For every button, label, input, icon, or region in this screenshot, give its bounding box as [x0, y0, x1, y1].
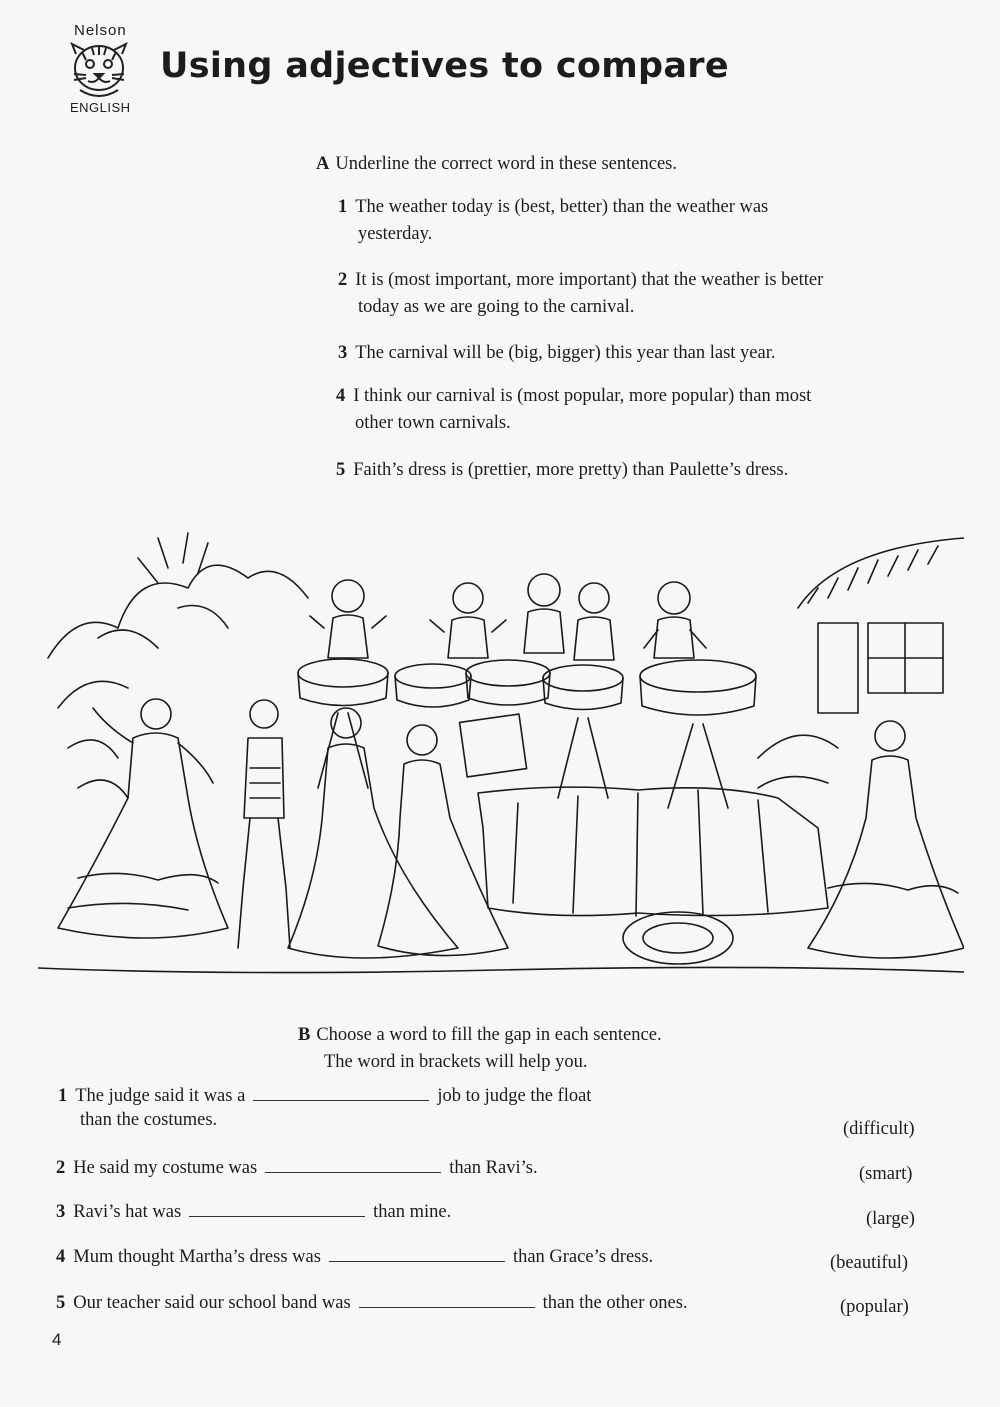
answer-blank[interactable]	[329, 1243, 505, 1262]
section-b-instruction-line2: The word in brackets will help you.	[324, 1052, 588, 1072]
item-text-before: Ravi’s hat was	[73, 1202, 182, 1222]
section-a-item	[338, 268, 823, 292]
section-a-item-line2: other town carnivals.	[355, 413, 511, 433]
page-title: Using adjectives to compare	[160, 46, 729, 86]
word-hint: (smart)	[859, 1164, 913, 1184]
section-b-item	[56, 1289, 688, 1315]
answer-blank[interactable]	[359, 1289, 535, 1308]
item-text-before: The judge said it was a	[75, 1086, 246, 1106]
carnival-illustration	[38, 528, 964, 988]
section-b-item	[56, 1198, 451, 1224]
item-number: 2	[338, 270, 348, 290]
item-text: The carnival will be (big, bigger) this year than last year.	[355, 343, 776, 363]
section-a-letter: A	[316, 154, 330, 174]
word-hint: (large)	[866, 1209, 915, 1229]
item-number: 1	[338, 197, 348, 217]
item-number: 5	[56, 1293, 66, 1313]
item-text-after: than Grace’s dress.	[512, 1247, 654, 1267]
section-b-item-line2: than the costumes.	[80, 1110, 218, 1130]
item-text: Faith’s dress is (prettier, more pretty) than Paulette’s dress.	[353, 460, 789, 480]
item-number: 1	[58, 1086, 68, 1106]
section-b-item	[58, 1082, 591, 1108]
section-a-item-line2: today as we are going to the carnival.	[358, 297, 635, 317]
answer-blank[interactable]	[253, 1082, 429, 1101]
foliage-left	[48, 533, 308, 798]
answer-blank[interactable]	[265, 1154, 441, 1173]
section-b-item	[56, 1243, 653, 1269]
item-text: It is (most important, more important) that the weather is better	[355, 270, 824, 290]
steel-pans	[298, 659, 756, 808]
section-a-instruction	[316, 152, 677, 176]
steel-band-players	[310, 574, 706, 660]
section-a-item	[338, 195, 768, 219]
item-number: 3	[338, 343, 348, 363]
logo-bottom-text: ENGLISH	[70, 100, 131, 115]
section-b-letter: B	[298, 1025, 311, 1045]
ground-line	[38, 967, 964, 972]
section-b-item	[56, 1154, 538, 1180]
tiger-icon	[68, 40, 130, 100]
word-hint: (difficult)	[843, 1119, 915, 1139]
house	[798, 538, 964, 713]
answer-blank[interactable]	[189, 1198, 365, 1217]
section-a-item	[336, 384, 811, 408]
float	[460, 714, 828, 964]
page-number: 4	[52, 1330, 62, 1349]
item-number: 4	[336, 386, 346, 406]
item-text: The weather today is (best, better) than the weather was	[355, 197, 769, 217]
section-b-instruction-line1: Choose a word to fill the gap in each sentence.	[316, 1025, 662, 1045]
section-b-instruction	[298, 1023, 662, 1047]
section-a-instruction-text: Underline the correct word in these sentences.	[335, 154, 677, 174]
logo-top-text: Nelson	[74, 22, 127, 39]
sign-board	[460, 714, 527, 777]
item-number: 5	[336, 460, 346, 480]
item-text: I think our carnival is (most popular, more popular) than most	[353, 386, 812, 406]
item-number: 3	[56, 1202, 66, 1222]
item-text-after: than the other ones.	[542, 1293, 688, 1313]
item-text-after: than Ravi’s.	[449, 1158, 538, 1178]
item-number: 4	[56, 1247, 66, 1267]
nelson-english-logo	[66, 22, 146, 118]
foliage-right	[758, 735, 838, 788]
item-text-after: than mine.	[373, 1202, 452, 1222]
item-text-before: Mum thought Martha’s dress was	[73, 1247, 321, 1267]
item-number: 2	[56, 1158, 66, 1178]
section-a-item	[336, 458, 788, 482]
word-hint: (popular)	[840, 1297, 909, 1317]
item-text-before: He said my costume was	[73, 1158, 258, 1178]
dancers	[58, 699, 964, 958]
item-text-before: Our teacher said our school band was	[73, 1293, 351, 1313]
word-hint: (beautiful)	[830, 1253, 909, 1273]
section-a-item-line2: yesterday.	[358, 224, 433, 244]
section-a-item	[338, 341, 775, 365]
item-text-after: job to judge the float	[437, 1086, 592, 1106]
